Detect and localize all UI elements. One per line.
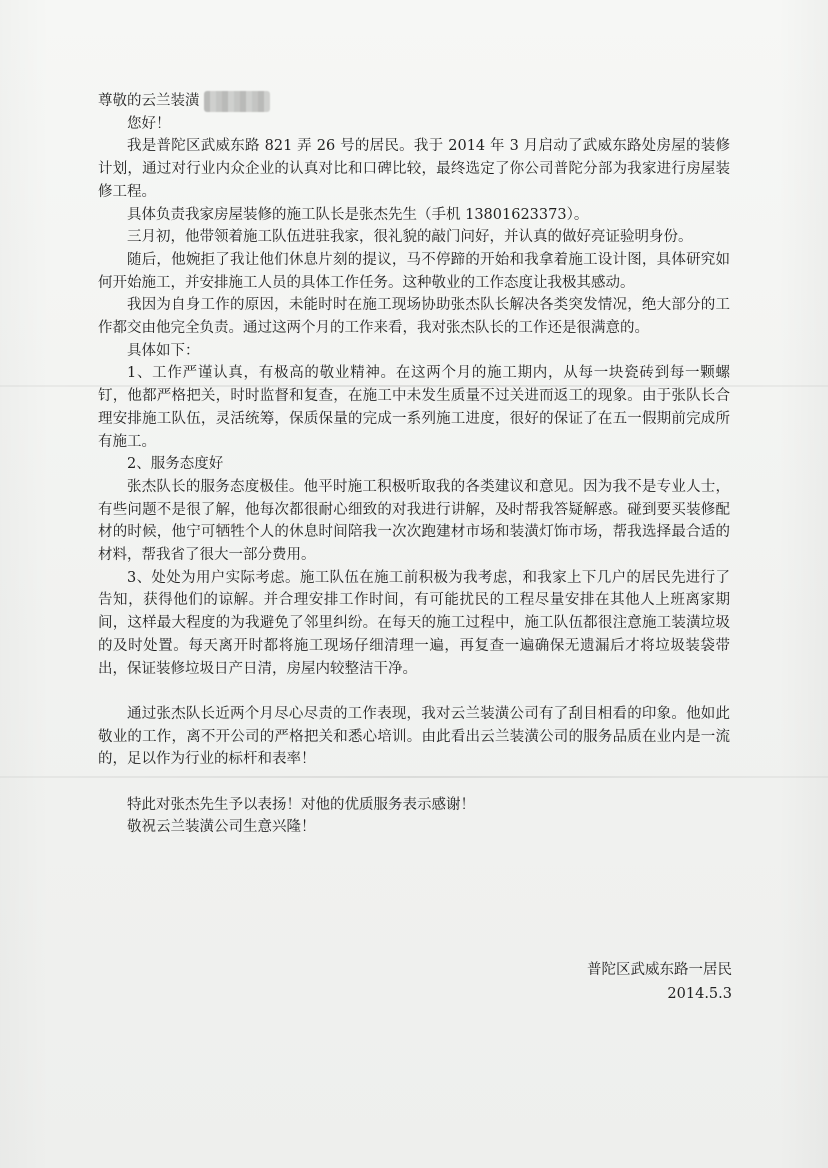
paragraph-details-heading: 具体如下： [127, 342, 200, 359]
redacted-name [204, 91, 270, 112]
paragraph-conclusion: 通过张杰队长近两个月尽心尽责的工作表现，我对云兰装潢公司有了刮目相看的印象。他如此敬业的工作，离不开公司的严格把关和悉心培训。由此看出云兰装潢公司的服务品质在业内是一流的，足以作为行业的标杆和表率！ [98, 705, 730, 768]
salutation-line [98, 90, 730, 113]
paragraph-point-1: 1、工作严谨认真，有极高的敬业精神。在这两个月的施工期内，从每一块瓷砖到每一颗螺钉，他都严格把关，时时监督和复查，在施工中未发生质量不过关进而返工的现象。由于张队长合理安排施工队伍，灵活统筹，保质保量的完成一系列施工进度，很好的保证了在五一假期前完成所有施工。 [98, 365, 730, 450]
paragraph-responsibility: 我因为自身工作的原因，未能时时在施工现场协助张杰队长解决各类突发情况，绝大部分的工作都交由他完全负责。通过这两个月的工作来看，我对张杰队长的工作还是很满意的。 [98, 297, 730, 337]
greeting: 您好！ [127, 115, 171, 132]
paragraph-intro: 我是普陀区武威东路 821 弄 26 号的居民。我于 2014 年 3 月启动了武威东路处房屋的装修计划，通过对行业内众企业的认真对比和口碑比较，最终选定了你公司普陀分部为我家进行房屋装修工程。 [98, 138, 730, 200]
paragraph-point-2: 张杰队长的服务态度极佳。他平时施工积极听取我的各类建议和意见。因为我不是专业人士，有些问题不是很了解，他每次都很耐心细致的对我进行讲解，及时帮我答疑解惑。碰到要买装修配材的时候，他宁可牺牲个人的休息时间陪我一次次跑建材市场和装潢灯饰市场，帮我选择最合适的材料，帮我省了很大一部分费用。 [98, 478, 730, 564]
commendation-line: 特此对张杰先生予以表扬！对他的优质服务表示感谢！ [127, 796, 475, 813]
paragraph-point-3: 3、处处为用户实际考虑。施工队伍在施工前积极为我考虑，和我家上下几户的居民先进行了告知，获得他们的谅解。并合理安排工作时间，有可能扰民的工程尽量安排在其他人上班离家期间，这样最大程度的为我避免了邻里纠纷。在每天的施工过程中，施工队伍都很注意施工装潢垃圾的及时处置。每天离开时都将施工现场仔细清理一遍，再复查一遍确保无遗漏后才将垃圾装袋带出，保证装修垃圾日产日清，房屋内较整洁干净。 [98, 569, 730, 677]
paragraph-point-2-heading: 2、服务态度好 [127, 456, 224, 473]
paragraph-arrival: 三月初，他带领着施工队伍进驻我家，很礼貌的敲门问好，并认真的做好亮证验明身份。 [127, 229, 693, 246]
blank-line [98, 771, 730, 794]
paragraph-team-leader: 具体负责我家房屋装修的施工队长是张杰先生（手机 13801623373）。 [127, 206, 589, 223]
letter-body [98, 90, 730, 839]
wish-line: 敬祝云兰装潢公司生意兴隆！ [127, 819, 316, 836]
signature-name: 普陀区武威东路一居民 [587, 962, 732, 978]
signature-date: 2014.5.3 [667, 986, 732, 1002]
signature-block [587, 958, 732, 1006]
blank-line [98, 680, 730, 703]
paragraph-planning: 随后，他婉拒了我让他们休息片刻的提议，马不停蹄的开始和我拿着施工设计图，具体研究如何开始施工，并安排施工人员的具体工作任务。这种敬业的工作态度让我极其感动。 [98, 251, 730, 291]
salutation: 尊敬的云兰装潢 [98, 93, 200, 109]
